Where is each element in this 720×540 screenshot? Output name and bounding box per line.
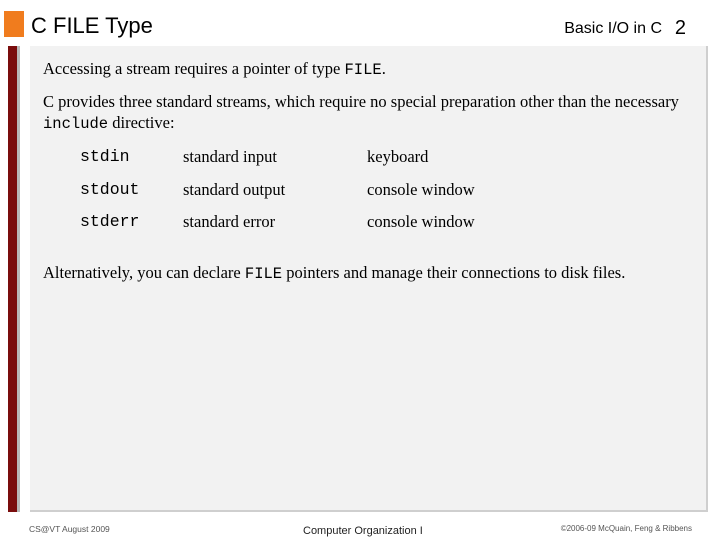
paragraph-file-pointer [43, 58, 693, 81]
stream-device: console window [367, 212, 475, 231]
paragraph-text: directive: [108, 113, 175, 132]
slide-title: C FILE Type [31, 13, 153, 38]
paragraph-text: . [381, 59, 386, 78]
code-include: include [43, 115, 109, 133]
stream-device: keyboard [367, 147, 429, 166]
paragraph-text: pointers and manage their connections to disk files. [282, 263, 626, 282]
paragraph-text: C provides three standard streams, which require no special preparation other than the necessary [43, 92, 679, 111]
footer-course: CS@VT August 2009 [29, 524, 110, 534]
stream-description: standard error [183, 212, 276, 231]
paragraph-text: Accessing a stream requires a pointer of type [43, 59, 345, 78]
stream-row-stdin [0, 147, 720, 171]
left-bar-shadow [17, 46, 20, 512]
stream-name: stdout [80, 180, 140, 199]
stream-description: standard output [183, 180, 286, 199]
left-decorative-bar [8, 46, 17, 512]
stream-description: standard input [183, 147, 277, 166]
stream-name: stderr [80, 212, 140, 231]
section-label: Basic I/O in C [564, 20, 662, 37]
code-file: FILE [244, 265, 283, 283]
stream-row-stderr [0, 212, 720, 236]
paragraph-standard-streams [43, 91, 693, 135]
stream-device: console window [367, 180, 475, 199]
page-number: 2 [674, 17, 686, 39]
stream-row-stdout [0, 180, 720, 204]
code-file: FILE [344, 61, 382, 79]
footer-title: Computer Organization I [303, 525, 423, 537]
paragraph-text: Alternatively, you can declare [43, 263, 245, 282]
paragraph-declare-file [43, 262, 693, 285]
header-accent-square [4, 11, 24, 37]
footer-copyright: ©2006-09 McQuain, Feng & Ribbens [560, 524, 692, 533]
stream-name: stdin [80, 147, 130, 166]
